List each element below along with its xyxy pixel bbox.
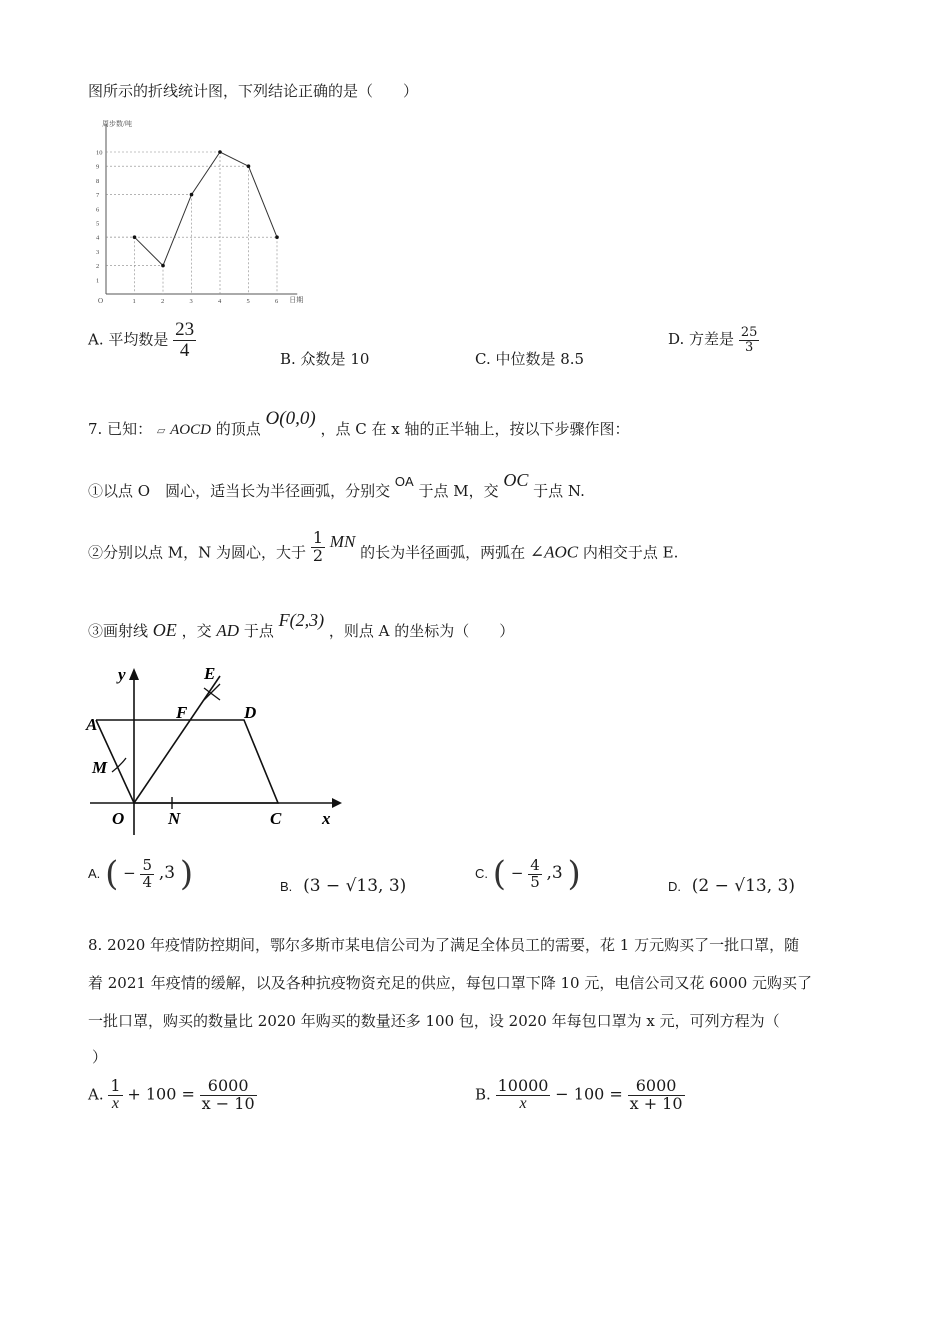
left-paren: ( bbox=[492, 854, 507, 894]
step-text: ②分别以点 M，N 为圆心，大于 bbox=[88, 543, 307, 562]
choice-label: B. bbox=[280, 879, 293, 894]
choice-tail: ,3 bbox=[546, 863, 563, 883]
y-axis-title: 周步数/吨 bbox=[102, 120, 132, 128]
data-point bbox=[190, 193, 194, 197]
numerator: 25 bbox=[740, 325, 758, 340]
x-tick-label: 2 bbox=[161, 298, 165, 305]
angle-aoc: ∠AOC bbox=[529, 542, 579, 562]
q8-line-2: 着 2021 年疫情的缓解，以及各种抗疫物资充足的供应，每包口罩下降 10 元，电信公司又花 6000 元购买了 bbox=[88, 974, 813, 992]
numerator: 1 bbox=[110, 1076, 121, 1095]
parallelogram-figure bbox=[84, 660, 344, 835]
equation-middle: − 100 = bbox=[555, 1084, 623, 1104]
parallelogram-symbol: ▱ bbox=[156, 424, 166, 437]
denominator: 4 bbox=[173, 340, 196, 361]
x-tick-label: 1 bbox=[132, 298, 136, 305]
right-paren: ) bbox=[567, 854, 581, 894]
series-line bbox=[135, 152, 278, 266]
choice-tail: ,3 bbox=[158, 863, 176, 883]
data-point bbox=[161, 264, 165, 268]
y-tick-label: 2 bbox=[96, 263, 100, 271]
numerator: 10000 bbox=[497, 1076, 549, 1095]
y-tick-label: 3 bbox=[96, 248, 100, 256]
y-tick-label: 7 bbox=[96, 192, 100, 200]
numerator: 5 bbox=[142, 855, 153, 874]
numerator: 4 bbox=[530, 855, 540, 874]
numerator: 23 bbox=[175, 319, 195, 340]
choice-expression: (2 − √13, 3) bbox=[691, 876, 796, 896]
denominator: 2 bbox=[312, 545, 323, 565]
denominator: 5 bbox=[530, 872, 540, 891]
q8-line-3: 一批口罩，购买的数量比 2020 年购买的数量还多 100 包，设 2020 年每包口罩为 x 元，可列方程为（ bbox=[88, 1012, 780, 1030]
ray-oe: OE bbox=[152, 620, 177, 640]
fraction bbox=[496, 1078, 551, 1113]
numerator: 1 bbox=[312, 528, 323, 547]
minus-sign: − bbox=[510, 864, 524, 882]
label-a: A bbox=[86, 715, 98, 734]
numerator: 6000 bbox=[207, 1076, 249, 1095]
data-point bbox=[247, 164, 251, 168]
minus-sign: − bbox=[123, 864, 136, 882]
q7-step-3 bbox=[88, 610, 515, 641]
choice-b[interactable]: B. 众数是 10 bbox=[280, 350, 370, 368]
choice-label: C. bbox=[475, 866, 488, 881]
choice-label: A. bbox=[88, 1085, 104, 1104]
y-tick-label: 6 bbox=[96, 206, 100, 214]
label-o: O bbox=[112, 809, 125, 828]
choice-c[interactable]: C. 中位数是 8.5 bbox=[475, 350, 585, 368]
label-n: N bbox=[168, 809, 181, 828]
step-text: 于点 N. bbox=[533, 482, 585, 500]
q7-step-1 bbox=[88, 470, 585, 501]
y-axis-arrow bbox=[129, 668, 139, 680]
q7-shape: AOCD bbox=[170, 422, 211, 438]
fraction bbox=[140, 855, 154, 891]
step-text: ③画射线 bbox=[88, 622, 149, 640]
step-text: ，交 bbox=[181, 622, 212, 640]
fraction bbox=[528, 855, 542, 891]
q8-line-4: ） bbox=[92, 1048, 108, 1066]
segment-mn: MN bbox=[329, 532, 356, 552]
x-tick-label: 5 bbox=[246, 298, 250, 305]
label-x: x bbox=[322, 809, 331, 828]
question-6-stem: 图所示的折线统计图，下列结论正确的是（ ） bbox=[88, 82, 419, 100]
step-text: 于点 bbox=[243, 622, 274, 640]
q7-text: ，点 C 在 x 轴的正半轴上，按以下步骤作图： bbox=[320, 420, 630, 438]
line-chart bbox=[88, 116, 318, 310]
x-tick-label: 4 bbox=[218, 298, 222, 305]
x-tick-label: 3 bbox=[189, 298, 193, 305]
question-7-stem bbox=[88, 408, 630, 440]
equation-middle: + 100 = bbox=[127, 1084, 195, 1104]
q7-step-2 bbox=[88, 528, 679, 571]
choice-label: D. bbox=[668, 879, 681, 894]
step-text: ，则点 A 的坐标为（ ） bbox=[328, 622, 515, 640]
q7-origin: O(0,0) bbox=[265, 408, 316, 429]
data-point bbox=[133, 235, 137, 239]
choice-a-fraction bbox=[173, 320, 196, 361]
choice-d[interactable] bbox=[668, 326, 759, 354]
step-text: 内相交于点 E. bbox=[582, 543, 679, 562]
fraction bbox=[200, 1078, 257, 1113]
x-axis-title: 日期 bbox=[289, 296, 304, 304]
y-tick-label: 10 bbox=[96, 149, 103, 157]
denominator: x bbox=[108, 1095, 122, 1113]
choice-label: A. bbox=[88, 866, 101, 881]
label-m: M bbox=[92, 758, 108, 777]
segment-ad: AD bbox=[216, 621, 240, 640]
q7-choice-c[interactable] bbox=[475, 854, 581, 894]
denominator: 4 bbox=[142, 872, 153, 891]
label-e: E bbox=[204, 664, 216, 683]
choice-a[interactable] bbox=[88, 320, 196, 361]
data-point bbox=[275, 235, 279, 239]
label-d: D bbox=[244, 703, 257, 722]
numerator: 6000 bbox=[635, 1076, 677, 1095]
ray-oe-line bbox=[134, 676, 220, 803]
q7-text: 的顶点 bbox=[215, 420, 266, 438]
data-point bbox=[218, 150, 222, 154]
q8-choice-b[interactable] bbox=[475, 1078, 685, 1113]
choice-expression: (3 − √13, 3) bbox=[303, 876, 407, 896]
step-text: ①以点 O 圆心，适当长为半径画弧，分别交 bbox=[88, 482, 391, 500]
denominator: x − 10 bbox=[201, 1093, 255, 1113]
y-tick-label: 8 bbox=[96, 177, 100, 185]
q7-choice-a[interactable] bbox=[88, 854, 193, 894]
q7-choice-d[interactable] bbox=[668, 876, 795, 896]
segment-oc: OC bbox=[503, 470, 529, 490]
y-tick-label: 4 bbox=[96, 234, 100, 242]
half-fraction bbox=[311, 530, 325, 565]
y-tick-label: 5 bbox=[96, 220, 100, 228]
q7-choice-b[interactable] bbox=[280, 876, 406, 896]
y-tick-label: 9 bbox=[96, 163, 100, 171]
denominator: x + 10 bbox=[629, 1093, 683, 1113]
step-text: 于点 M，交 bbox=[418, 482, 499, 500]
q8-line-1: 8. 2020 年疫情防控期间，鄂尔多斯市某电信公司为了满足全体员工的需要，花 1 万元购买了一批口罩，随 bbox=[88, 936, 800, 954]
denominator: x bbox=[496, 1095, 551, 1113]
denominator: 3 bbox=[739, 340, 760, 355]
q7-text: 7. 已知： bbox=[88, 420, 153, 438]
segment-oa: OA bbox=[394, 474, 414, 489]
choice-label: B. bbox=[475, 1085, 491, 1104]
fraction bbox=[628, 1078, 685, 1113]
left-paren: ( bbox=[105, 854, 119, 894]
step-text: 的长为半径画弧，两弧在 bbox=[360, 543, 526, 562]
q8-choice-a[interactable] bbox=[88, 1078, 257, 1113]
point-f-coordinates: F(2,3) bbox=[278, 610, 325, 630]
x-tick-label: 6 bbox=[275, 298, 279, 305]
y-tick-label: 1 bbox=[96, 277, 100, 285]
right-paren: ) bbox=[179, 854, 194, 894]
origin-label: O bbox=[98, 297, 104, 305]
label-c: C bbox=[270, 809, 282, 828]
choice-d-fraction bbox=[739, 326, 760, 354]
label-f: F bbox=[176, 703, 188, 722]
x-axis-arrow bbox=[332, 798, 342, 808]
choice-d-text: D. 方差是 bbox=[668, 330, 735, 349]
label-y: y bbox=[118, 665, 126, 684]
fraction bbox=[108, 1078, 122, 1113]
choice-a-text: A. 平均数是 bbox=[88, 330, 169, 349]
